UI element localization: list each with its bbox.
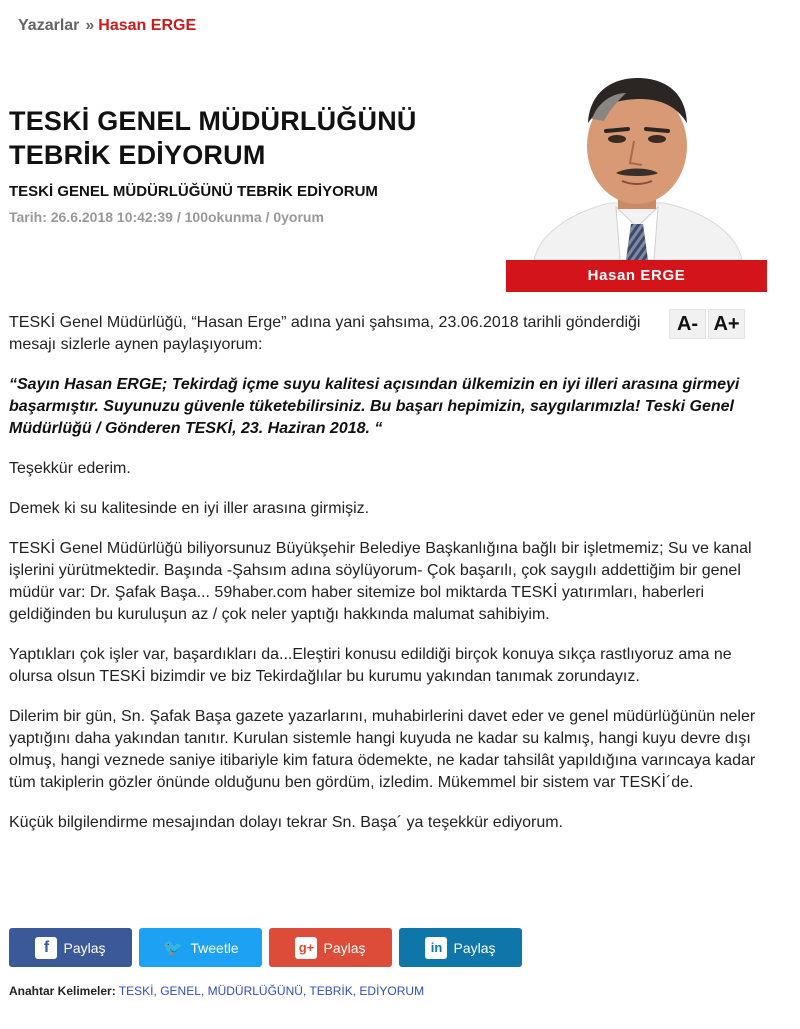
- twitter-share-button[interactable]: [139, 928, 262, 967]
- twitter-share-label: Tweetle: [190, 939, 239, 956]
- twitter-icon: 🐦: [163, 939, 184, 957]
- linkedin-share-button[interactable]: [399, 928, 522, 967]
- keyword-separator: ,: [302, 984, 307, 998]
- article-paragraph: Demek ki su kalitesinde en iyi iller arasına girmişiz.: [9, 500, 370, 517]
- article-paragraph: Yaptıkları çok işler var, başardıkları da...Eleştiri konusu edildiği birçok konuya sıkça rastlıyoruz ama ne olursa olsun TESKİ bizimdir ve biz Tekirdağlılar bu kurumu yakından tanımak zorundayız.: [9, 646, 732, 685]
- article-body: [9, 312, 764, 852]
- keyword-link[interactable]: EDİYORUM: [359, 984, 425, 998]
- keyword-link[interactable]: TEBRİK: [309, 984, 353, 998]
- article-paragraph: TESKİ Genel Müdürlüğü biliyorsunuz Büyükşehir Belediye Başkanlığına bağlı bir işletmemiz; Su ve kanal işlerini yürütmektedir. Başında -Şahsım adına söylüyorum- Çok başarılı, çok saygılı addettiğim bir genel müdür var: Dr. Şafak Başa... 59haber.com haber sitemize bol miktarda TESKİ yatırımları, haberleri geldiğinden bu kuruluşun az / çok neler yaptığı hakkında malumat sahibiyim.: [9, 540, 752, 623]
- keyword-link[interactable]: MÜDÜRLÜĞÜNÜ: [207, 984, 303, 998]
- breadcrumb-separator-icon: »: [85, 17, 93, 34]
- facebook-share-label: Paylaş: [63, 939, 106, 956]
- facebook-icon: f: [35, 937, 57, 959]
- article-meta: Tarih: 26.6.2018 10:42:39 / 100okunma / 0yorum: [9, 209, 324, 225]
- keyword-link[interactable]: GENEL: [160, 984, 201, 998]
- author-portrait-icon: [506, 61, 767, 260]
- article-paragraph: TESKİ Genel Müdürlüğü, “Hasan Erge” adına yani şahsıma, 23.06.2018 tarihli gönderdiği mesajı sizlerle aynen paylaşıyorum:: [9, 314, 641, 353]
- keyword-separator: ,: [153, 984, 157, 998]
- font-decrease-button[interactable]: A-: [669, 309, 706, 339]
- article-paragraph: Teşekkür ederim.: [9, 460, 131, 477]
- googleplus-icon: g+: [295, 937, 317, 959]
- article-paragraph: Küçük bilgilendirme mesajından dolayı tekrar Sn. Başa´ ya teşekkür ediyorum.: [9, 814, 564, 831]
- keyword-link[interactable]: TESKİ: [118, 984, 154, 998]
- linkedin-icon: in: [425, 937, 447, 959]
- author-box: [506, 61, 767, 292]
- page-title: TESKİ GENEL MÜDÜRLÜĞÜNÜ TEBRİK EDİYORUM: [9, 106, 417, 170]
- keywords: [9, 984, 424, 998]
- keyword-separator: ,: [200, 984, 205, 998]
- breadcrumb-current-link[interactable]: Hasan ERGE: [98, 17, 197, 34]
- author-photo: [506, 61, 767, 260]
- article-subtitle: TESKİ GENEL MÜDÜRLÜĞÜNÜ TEBRİK EDİYORUM: [9, 183, 378, 200]
- share-bar: [9, 928, 529, 967]
- facebook-share-button[interactable]: [9, 928, 132, 967]
- keyword-separator: ,: [352, 984, 357, 998]
- article-quote: “Sayın Hasan ERGE; Tekirdağ içme suyu kalitesi açısından ülkemizin en iyi illeri arasına girmeyi başarmıştır. Suyunuzu güvenle tüketebilirsiniz. Bu başarı hepimizin, saygılarımızla! Teski Genel Müdürlüğü / Gönderen TESKİ, 23. Haziran 2018. “: [9, 376, 740, 437]
- article-paragraph: Dilerim bir gün, Sn. Şafak Başa gazete yazarlarını, muhabirlerini davet eder ve genel müdürlüğünün neler yaptığını daha yakından tanıtır. Kurulan sistemle hangi kuyuda ne kadar su kalmış, hangi kuyu devre dışı olmuş, hangi veznede saniye itibariyle kim fatura ödemekte, ne kadar tahsilât yapıldığına varıncaya kadar tüm takiplerin gözler önünde olduğunu ben gördüm, izledim. Mükemmel bir sistem var TESKİ´de.: [9, 708, 756, 791]
- article-header: [9, 104, 499, 225]
- author-name: Hasan ERGE: [506, 260, 767, 292]
- breadcrumb: [18, 17, 196, 35]
- googleplus-share-label: Paylaş: [323, 939, 366, 956]
- linkedin-share-label: Paylaş: [453, 939, 496, 956]
- googleplus-share-button[interactable]: [269, 928, 392, 967]
- breadcrumb-home-link[interactable]: Yazarlar: [18, 17, 80, 34]
- font-increase-button[interactable]: A+: [708, 309, 745, 339]
- keywords-label: Anahtar Kelimeler:: [9, 984, 116, 998]
